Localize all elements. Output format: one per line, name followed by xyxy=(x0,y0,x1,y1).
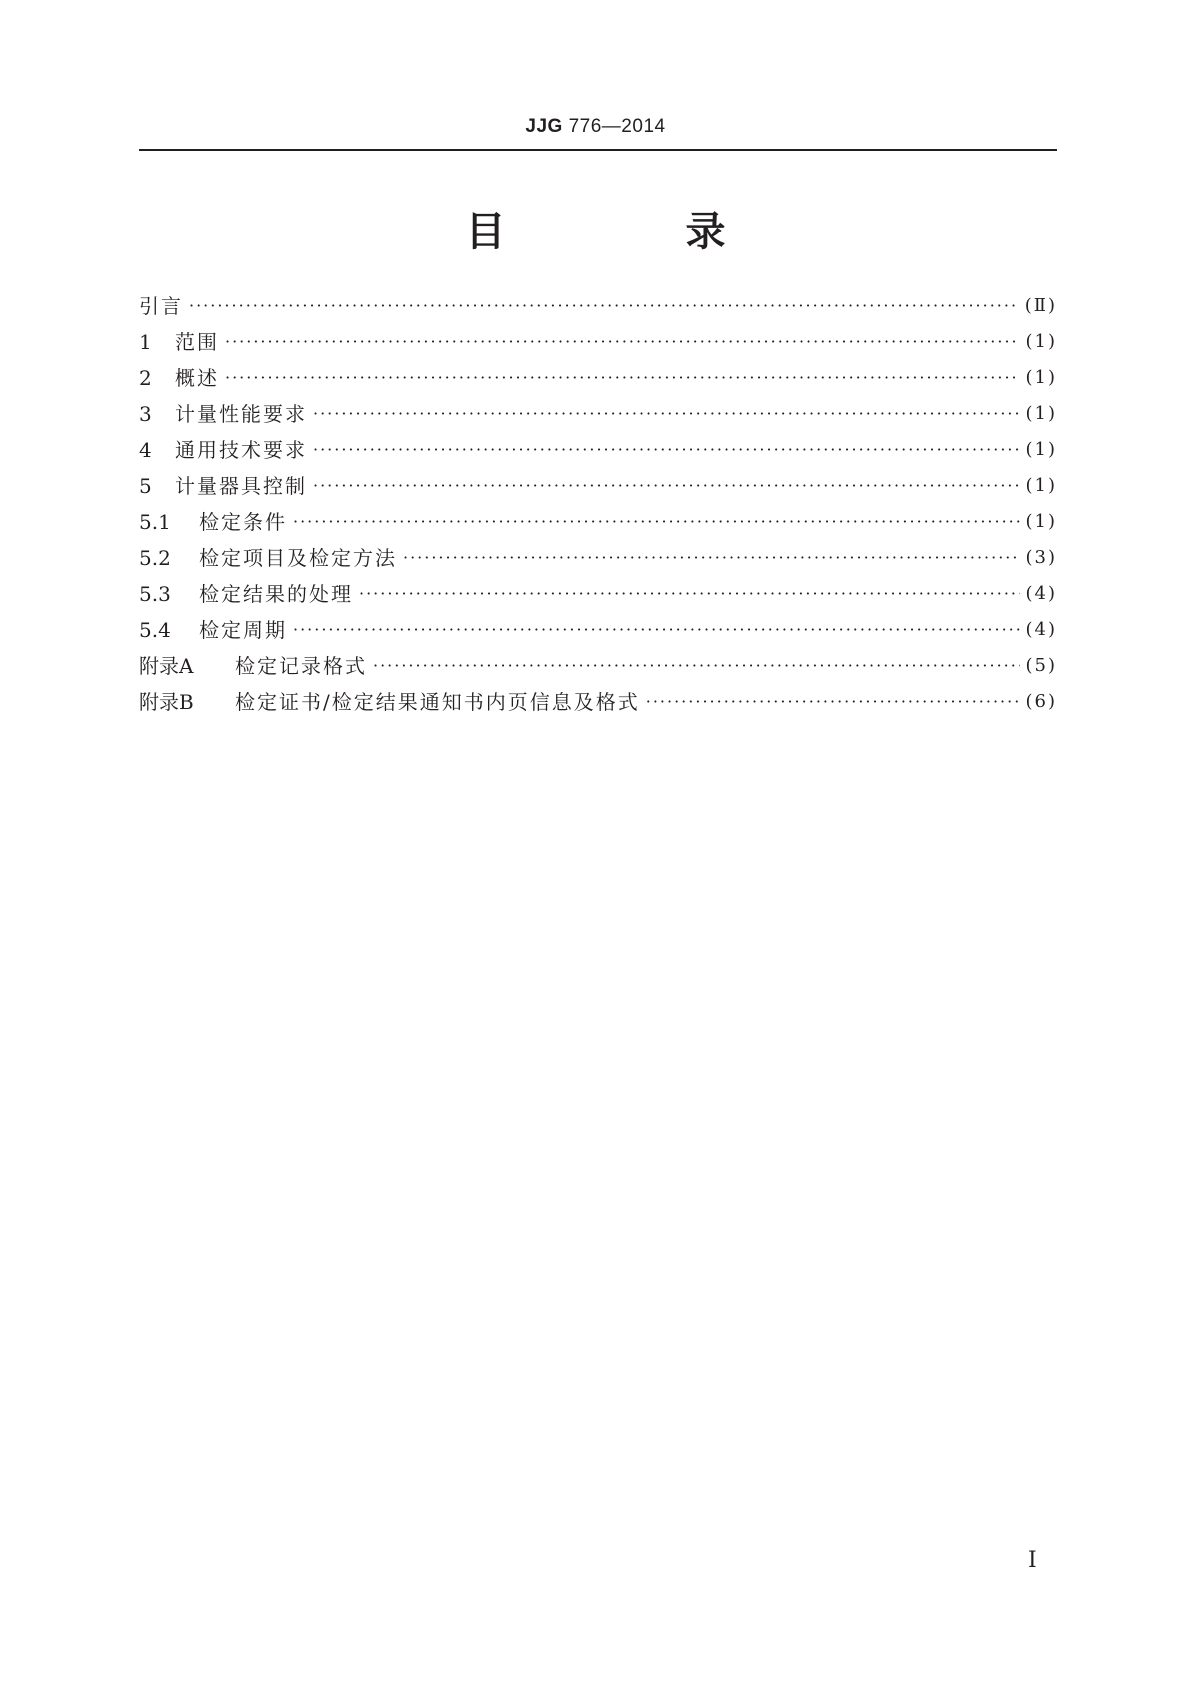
toc-entry-title: 计量性能要求 xyxy=(175,402,307,426)
toc-entry-title: 引言 xyxy=(139,294,183,318)
toc-entry[interactable] xyxy=(139,576,1057,612)
toc-entry-number: 附录B xyxy=(139,690,194,714)
toc-entry-page: (1) xyxy=(1025,367,1057,388)
toc-entry-number: 附录A xyxy=(139,654,194,678)
toc-entry-number: 5.1 xyxy=(139,510,171,534)
toc-entry-page: (4) xyxy=(1025,619,1057,640)
toc-entry[interactable] xyxy=(139,540,1057,576)
toc-entry[interactable] xyxy=(139,504,1057,540)
standard-number: 776—2014 xyxy=(568,116,666,137)
toc-entry-page: (1) xyxy=(1025,475,1057,496)
toc-entry[interactable] xyxy=(139,684,1057,720)
toc-entry-page: (1) xyxy=(1025,403,1057,424)
page-title: 目 录 xyxy=(465,209,796,255)
toc-entry-number: 1 xyxy=(139,330,152,354)
running-header xyxy=(0,116,1191,138)
toc-entry-number: 5.4 xyxy=(139,618,171,642)
toc-dot-leader xyxy=(293,612,1020,648)
toc-dot-leader xyxy=(225,360,1020,396)
toc-entry-page: (4) xyxy=(1025,583,1057,604)
toc-entry-title: 检定条件 xyxy=(199,510,287,534)
toc-entry[interactable] xyxy=(139,612,1057,648)
standard-prefix: JJG xyxy=(525,116,563,137)
toc-entry-title: 概述 xyxy=(175,366,219,390)
table-of-contents xyxy=(139,288,1057,720)
toc-entry-number: 4 xyxy=(139,438,152,462)
toc-dot-leader xyxy=(313,468,1020,504)
toc-entry-number: 2 xyxy=(139,366,152,390)
header-rule xyxy=(139,149,1057,151)
toc-entry-page: (3) xyxy=(1025,547,1057,568)
toc-entry-page: (6) xyxy=(1025,691,1057,712)
toc-entry[interactable] xyxy=(139,648,1057,684)
toc-entry[interactable] xyxy=(139,288,1057,324)
toc-entry-title: 范围 xyxy=(175,330,219,354)
toc-entry-title: 检定结果的处理 xyxy=(199,582,353,606)
toc-dot-leader xyxy=(359,576,1020,612)
toc-entry-title: 检定周期 xyxy=(199,618,287,642)
page-number: Ⅰ xyxy=(1028,1548,1037,1573)
toc-entry-number: 5.2 xyxy=(139,546,171,570)
toc-entry-title: 计量器具控制 xyxy=(175,474,307,498)
toc-entry-title: 检定项目及检定方法 xyxy=(199,546,397,570)
toc-entry-title: 检定记录格式 xyxy=(235,654,367,678)
toc-entry-page: (Ⅱ) xyxy=(1024,295,1057,316)
toc-dot-leader xyxy=(313,432,1020,468)
toc-entry-number: 3 xyxy=(139,402,152,426)
toc-entry[interactable] xyxy=(139,432,1057,468)
toc-entry-title: 通用技术要求 xyxy=(175,438,307,462)
toc-dot-leader xyxy=(373,648,1020,684)
toc-entry[interactable] xyxy=(139,396,1057,432)
toc-dot-leader xyxy=(646,684,1020,720)
toc-dot-leader xyxy=(293,504,1020,540)
toc-dot-leader xyxy=(189,288,1019,324)
toc-dot-leader xyxy=(225,324,1020,360)
toc-entry-number: 5.3 xyxy=(139,582,171,606)
toc-entry-page: (1) xyxy=(1025,511,1057,532)
toc-entry-number: 5 xyxy=(139,474,152,498)
toc-dot-leader xyxy=(403,540,1020,576)
toc-entry-page: (5) xyxy=(1025,655,1057,676)
toc-entry[interactable] xyxy=(139,360,1057,396)
toc-entry-page: (1) xyxy=(1025,439,1057,460)
toc-dot-leader xyxy=(313,396,1020,432)
toc-entry-page: (1) xyxy=(1025,331,1057,352)
toc-entry[interactable] xyxy=(139,324,1057,360)
toc-entry[interactable] xyxy=(139,468,1057,504)
toc-entry-title: 检定证书/检定结果通知书内页信息及格式 xyxy=(235,690,640,714)
